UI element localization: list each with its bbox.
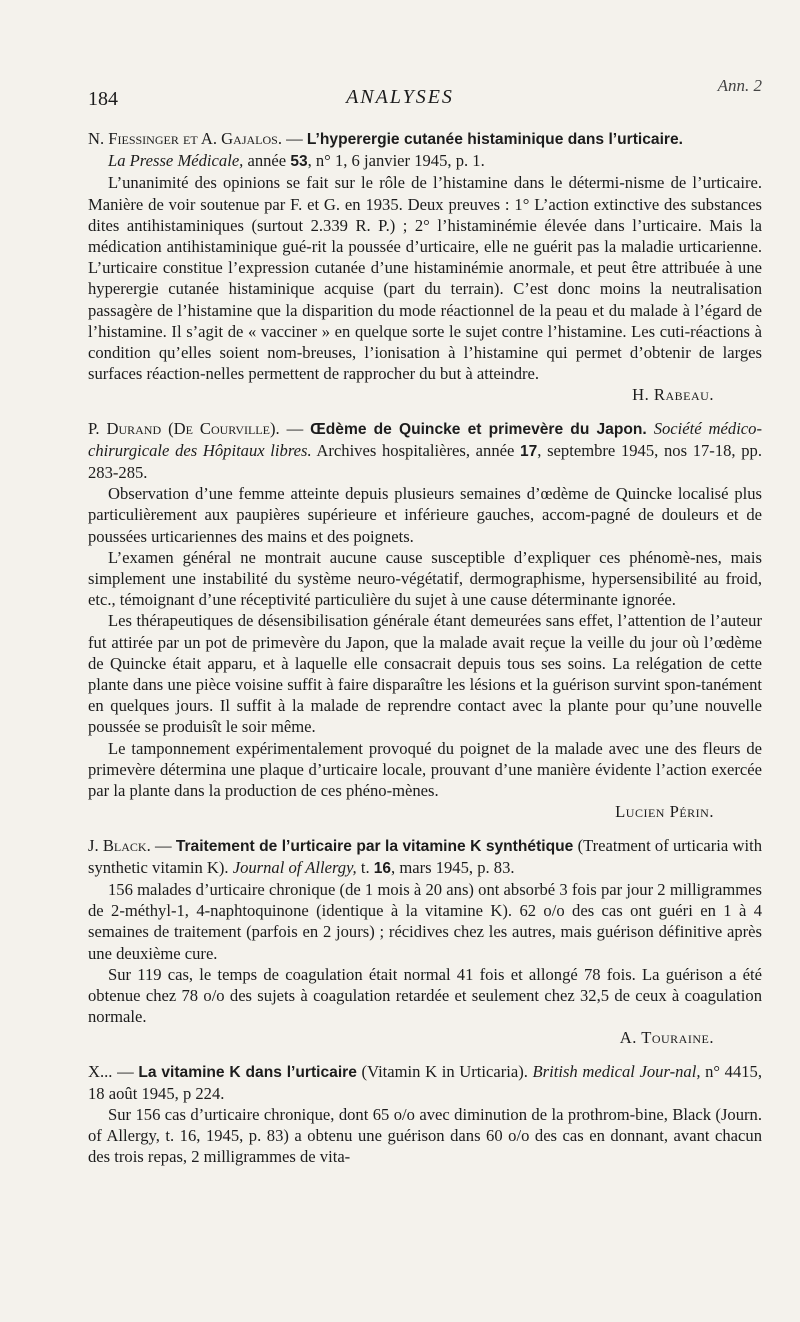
source-journal: Journal of Allergy, [232,857,357,877]
article-1 [88,128,762,406]
article-3-authors: J. Black. [88,835,151,855]
margin-annotation: Ann. 2 [717,76,762,95]
article-2-heading [88,418,762,484]
source-details: n° 4415, 18 août 1945, p 224. [88,1061,763,1103]
article-4-authors: X... [88,1061,113,1081]
article-4-title: La vitamine K dans l’urticaire [138,1063,357,1081]
signature-text: Lucien Périn. [615,802,714,822]
source-details: , mars 1945, p. 83. [391,857,515,877]
article-2-paragraph: Observation d’une femme atteinte depuis plusieurs semaines d’œdème de Quincke localisé plus particulièrement aux paupières supérieure et inférieure gauches, accom-pagné de douleurs et de poussées urticariennes des mains et des poignets. [88,484,762,546]
article-1-authors: N. Fiessinger et A. Gajalos. [88,129,282,148]
signature-text: A. Touraine. [619,1028,714,1048]
article-2 [88,418,762,823]
article-2-authors: P. Durand (De Courville). [88,418,280,438]
article-3-title: Traitement de l’urticaire par la vitamine K synthétique [175,837,574,855]
article-2-paragraph: L’examen général ne montrait aucune cause susceptible d’expliquer ces phénomè-nes, mais simplement une instabilité du système neuro-végétatif, dermographisme, hypersensibilité au froid, etc., témoignant d’une réceptivité particulière du sujet à une cause déterminante ignorée. [88,547,762,610]
source-text: (Vitamin K in Urticaria). [356,1061,533,1081]
source-volume: 16 [373,859,392,877]
article-1-heading [88,128,762,150]
article-1-source [88,150,762,172]
source-text: (Treatment of urticaria with synthetic vitamin K). [88,835,762,877]
article-1-signature [88,384,762,405]
source-volume: 17 [520,442,538,460]
article-3-signature [88,1027,762,1048]
article-4 [88,1061,762,1168]
source-volume: 53 [290,153,308,171]
dash: — [279,418,311,438]
source-text: t. [356,857,374,877]
article-3-paragraph: 156 malades d’urticaire chronique (de 1 mois à 20 ans) ont absorbé 3 fois par jour 2 milligrammes de 2-méthyl-1, 4-naphtoquinone (identique à la vitamine K). 62 o/o des cas ont guéri en 1 à 4 semaines de traitement (parfois en 2 jours) ; récidives chez les autres, mais guérison définitive après une deuxième cure. [88,879,762,963]
article-3-paragraph: Sur 119 cas, le temps de coagulation était normal 41 fois et allongé 78 fois. La guérison a été obtenue chez 78 o/o des sujets à coagulation retardée et seulement chez 32,5 de ceux à coagulation normale. [88,964,762,1027]
article-1-title: L’hyperergie cutanée histaminique dans l’urticaire. [306,131,683,148]
source-details: , septembre 1945, nos 17-18, pp. 283-285. [88,440,762,483]
source-text: année [243,151,291,171]
text-column [88,128,762,1180]
source-journal: La Presse Médicale, [108,151,244,171]
article-3 [88,835,762,1049]
article-2-signature [88,801,762,822]
dash: — [112,1061,139,1081]
article-2-paragraph: Le tamponnement expérimentalement provoqué du poignet de la malade avec une des fleurs de primevère détermina une plaque d’urticaire locale, prouvant d’une manière évidente l’action exercée par la plante dans la production de ces phéno-mènes. [88,738,762,801]
dash: — [150,835,176,855]
page-number: 184 [88,88,118,110]
source-details: , n° 1, 6 janvier 1945, p. 1. [307,151,485,171]
article-2-title: Œdème de Quincke et primevère du Japon. [310,420,647,438]
article-4-paragraph: Sur 156 cas d’urticaire chronique, dont 65 o/o avec diminution de la prothrom-bine, Black (Journ. of Allergy, t. 16, 1945, p. 83) a obtenu une guérison dans 60 o/o des cas en donnant, avant chacun des trois repas, 2 milligrammes de vita- [88,1104,762,1167]
source-journal: British medical Jour-nal, [532,1061,701,1081]
signature-text: H. Rabeau. [632,385,714,405]
source-text: Archives hospitalières, année [311,440,521,460]
source-journal: Société médico-chirurgicale des Hôpitaux libres. [88,418,762,460]
article-4-heading [88,1061,762,1104]
dash: — [281,129,307,148]
article-1-paragraph: L’unanimité des opinions se fait sur le rôle de l’histamine dans le détermi-nisme de l’urticaire. Manière de voir soutenue par F. et G. en 1935. Deux preuves : 1° L’action extinctive des substances dites antihistaminiques (surtout 2.339 R. P.) ; 2° l’histaminémie élevée dans l’urticaire. Mais la médication antihistaminique gué-rit la poussée d’urticaire, elle ne guérit pas la maladie urticarienne. L’urticaire constitue l’expression cutanée d’une histaminémie anormale, et peut être attribuée à une hyperergie cutanée histaminique acquise (part du terrain). C’est donc moins la neutralisation passagère de l’histamine que la disparition du mode réactionnel de la peau et du malade à l’égard de l’histamine. Il s’agit de « vacciner » en quelque sorte le sujet contre l’histamine. Les cuti-réactions à condition qu’elles soient nom-breuses, l’ionisation à l’histamine qui permet d’obtenir de larges surfaces réaction-nelles permettent de rapprocher du but à atteindre. [88,173,762,384]
running-title: ANALYSES [346,86,454,108]
article-2-paragraph: Les thérapeutiques de désensibilisation générale étant demeurées sans effet, l’attention de l’auteur fut attirée par un pot de primevère du Japon, que la malade avait reçue la veille du jour où l’œdème de Quincke était apparu, et à laquelle elle consacrait depuis tous ses soins. La relégation de cette plante dans une pièce voisine suffit à faire disparaître les lésions et la guérison survint spon-tanément en quelques jours. Il suffit à la malade de reprendre contact avec la plante pour qu’une nouvelle poussée se produisît le soir même. [88,611,762,737]
article-3-heading [88,835,762,879]
